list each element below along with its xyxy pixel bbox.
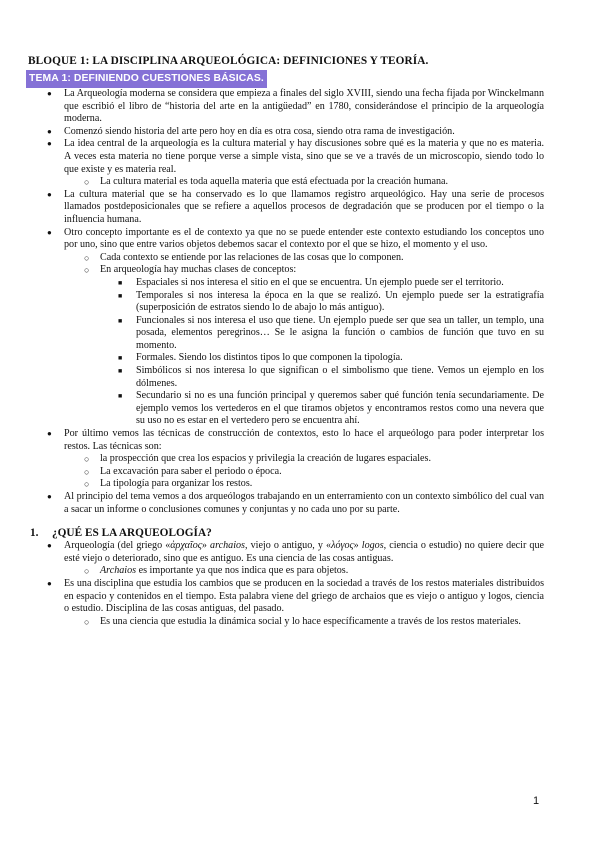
- sub-list-item: ○ En arqueología hay muchas clases de conceptos:: [84, 264, 297, 276]
- bullet-icon: ●: [47, 89, 52, 98]
- bullet-icon: ●: [47, 429, 52, 439]
- bullet-icon: ●: [47, 492, 52, 501]
- bullet-icon: ●: [47, 139, 52, 149]
- section-number: 1.: [30, 527, 39, 540]
- sub-sub-list-item: ■ Espaciales si nos interesa el sitio en el que se encuentra. Un ejemplo puede ser el territorio.: [118, 276, 504, 288]
- sub-list-item: ○ Cada contexto se entiende por las relaciones de las cosas que lo componen.: [84, 251, 404, 263]
- sub-list-item: ○ Es una ciencia que estudia la dinámica social y lo hace específicamente a través de los restos materiales.: [84, 615, 521, 627]
- sub-list-item: ○ La tipología para organizar los restos.: [84, 478, 253, 490]
- sub-sub-list-item: ■ Formales. Siendo los distintos tipos lo que componen la tipología.: [118, 352, 403, 364]
- sub-sub-list-item: ■ Funcionales si nos interesa el uso que tiene. Un ejemplo puede ser que sea un taller, un templo, una posada, elementos peregrinos… Se le asigna la función o cambios de función que tuvo en su momento.: [118, 314, 544, 351]
- square-bullet-icon: ■: [118, 367, 123, 376]
- circle-bullet-icon: ○: [84, 252, 90, 263]
- section-heading: [0, 526, 600, 540]
- page-number: 1: [533, 795, 540, 807]
- list-item: ● Arqueología (del griego «ἀρχαῖος» archaios, viejo o antiguo, y «λόγος» logos, ciencia o estudio) no quiere decir que esté viejo o deteriorado, sino que es antiguo. Es una ciencia de las cosas antiguas.: [47, 540, 544, 564]
- section-title: ¿QUÉ ES LA ARQUEOLOGÍA?: [52, 527, 212, 540]
- square-bullet-icon: ■: [118, 278, 123, 287]
- square-bullet-icon: ■: [118, 316, 123, 325]
- sub-list-item: ○ La cultura material es toda aquella materia que está efectuada por la creación humana.: [84, 176, 449, 188]
- list-item: ● Por último vemos las técnicas de construcción de contextos, esto lo hace el arqueólogo para poder interpretar los restos. Las técnicas son:: [47, 428, 544, 452]
- list-item: ● Otro concepto importante es el de contexto ya que no se puede entender este contexto estudiando los conceptos uno por uno, sino que entre varios objetos debemos sacar el contexto por el que se hizo, el momento y el uso.: [47, 226, 544, 251]
- bullet-icon: ●: [47, 189, 52, 199]
- square-bullet-icon: ■: [118, 291, 123, 300]
- sub-sub-list-item: ■ Secundario si no es una función principal y queremos saber qué función tenía secundariamente. De ejemplo vemos los vertederos en el que tiramos objetos y encontramos restos como una nevera que su uso no es estar en el vertedero pero se encuentra ahí.: [118, 390, 544, 427]
- bullet-icon: ●: [47, 578, 52, 588]
- list-item: ● Comenzó siendo historia del arte pero hoy en día es otra cosa, siendo otra rama de investigación.: [47, 125, 455, 137]
- tema-heading: TEMA 1: DEFINIENDO CUESTIONES BÁSICAS.: [26, 70, 267, 88]
- circle-bullet-icon: ○: [84, 616, 90, 627]
- circle-bullet-icon: ○: [84, 479, 90, 490]
- block-title: BLOQUE 1: LA DISCIPLINA ARQUEOLÓGICA: DEFINICIONES Y TEORÍA.: [28, 55, 429, 67]
- sub-list-item: ○ la prospección que crea los espacios y privilegia la creación de lugares espaciales.: [84, 453, 431, 465]
- bullet-icon: ●: [47, 126, 52, 136]
- document-body: [0, 88, 600, 628]
- bullet-icon: ●: [47, 227, 52, 237]
- list-item: ● Al principio del tema vemos a dos arqueólogos trabajando en un enterramiento con un contexto simbólico del cual van a sacar un informe o conclusiones comunes y conjuntas y no cada uno por su parte.: [47, 491, 544, 515]
- circle-bullet-icon: ○: [84, 566, 90, 577]
- bullet-icon: ●: [47, 541, 52, 551]
- sub-sub-list-item: ■ Simbólicos si nos interesa lo que significan o el simbolismo que tiene. Vemos un ejemplo en los dólmenes.: [118, 365, 544, 389]
- square-bullet-icon: ■: [118, 354, 123, 363]
- list-item: ● La idea central de la arqueología es la cultura material y hay discusiones sobre qué es la materia y que no es materia. A veces esta materia no tiene porque verse a simple vista, sino que se ve a través de un microscopio, siendo todo lo que existe y es materia real.: [47, 138, 544, 175]
- circle-bullet-icon: ○: [84, 177, 90, 188]
- list-item: ● La Arqueología moderna se considera que empieza a finales del siglo XVIII, siendo una fecha fijada por Winckelmann que escribió el libro de “historia del arte en la antigüedad” en 1780, considerándose el principio de la arqueología moderna.: [47, 88, 544, 125]
- list-item: ● La cultura material que se ha conservado es lo que llamamos registro arqueológico. Hay una serie de procesos llamados postdeposicionales que se refiere a aquellos procesos de degradación que se producen por el tiempo o la influencia humana.: [47, 188, 544, 225]
- circle-bullet-icon: ○: [84, 265, 90, 276]
- sub-list-item: ○ La excavación para saber el periodo o época.: [84, 465, 282, 477]
- circle-bullet-icon: ○: [84, 454, 90, 465]
- square-bullet-icon: ■: [118, 392, 123, 401]
- circle-bullet-icon: ○: [84, 466, 90, 477]
- list-item: ● Es una disciplina que estudia los cambios que se producen en la sociedad a través de los restos materiales distribuidos en espacio y contenidos en el tiempo. Esta palabra viene del griego de archaios que es viejo o antiguo y logos, ciencia o estudio. Disciplina de las cosas antiguas, del pasado.: [47, 577, 544, 615]
- sub-list-item: ○ Archaios es importante ya que nos indica que es para objetos.: [84, 565, 349, 577]
- sub-sub-list-item: ■ Temporales si nos interesa la época en la que se realizó. Un ejemplo puede ser la estratigrafía (superposición de estratos siendo lo de abajo lo más antiguo).: [118, 289, 544, 314]
